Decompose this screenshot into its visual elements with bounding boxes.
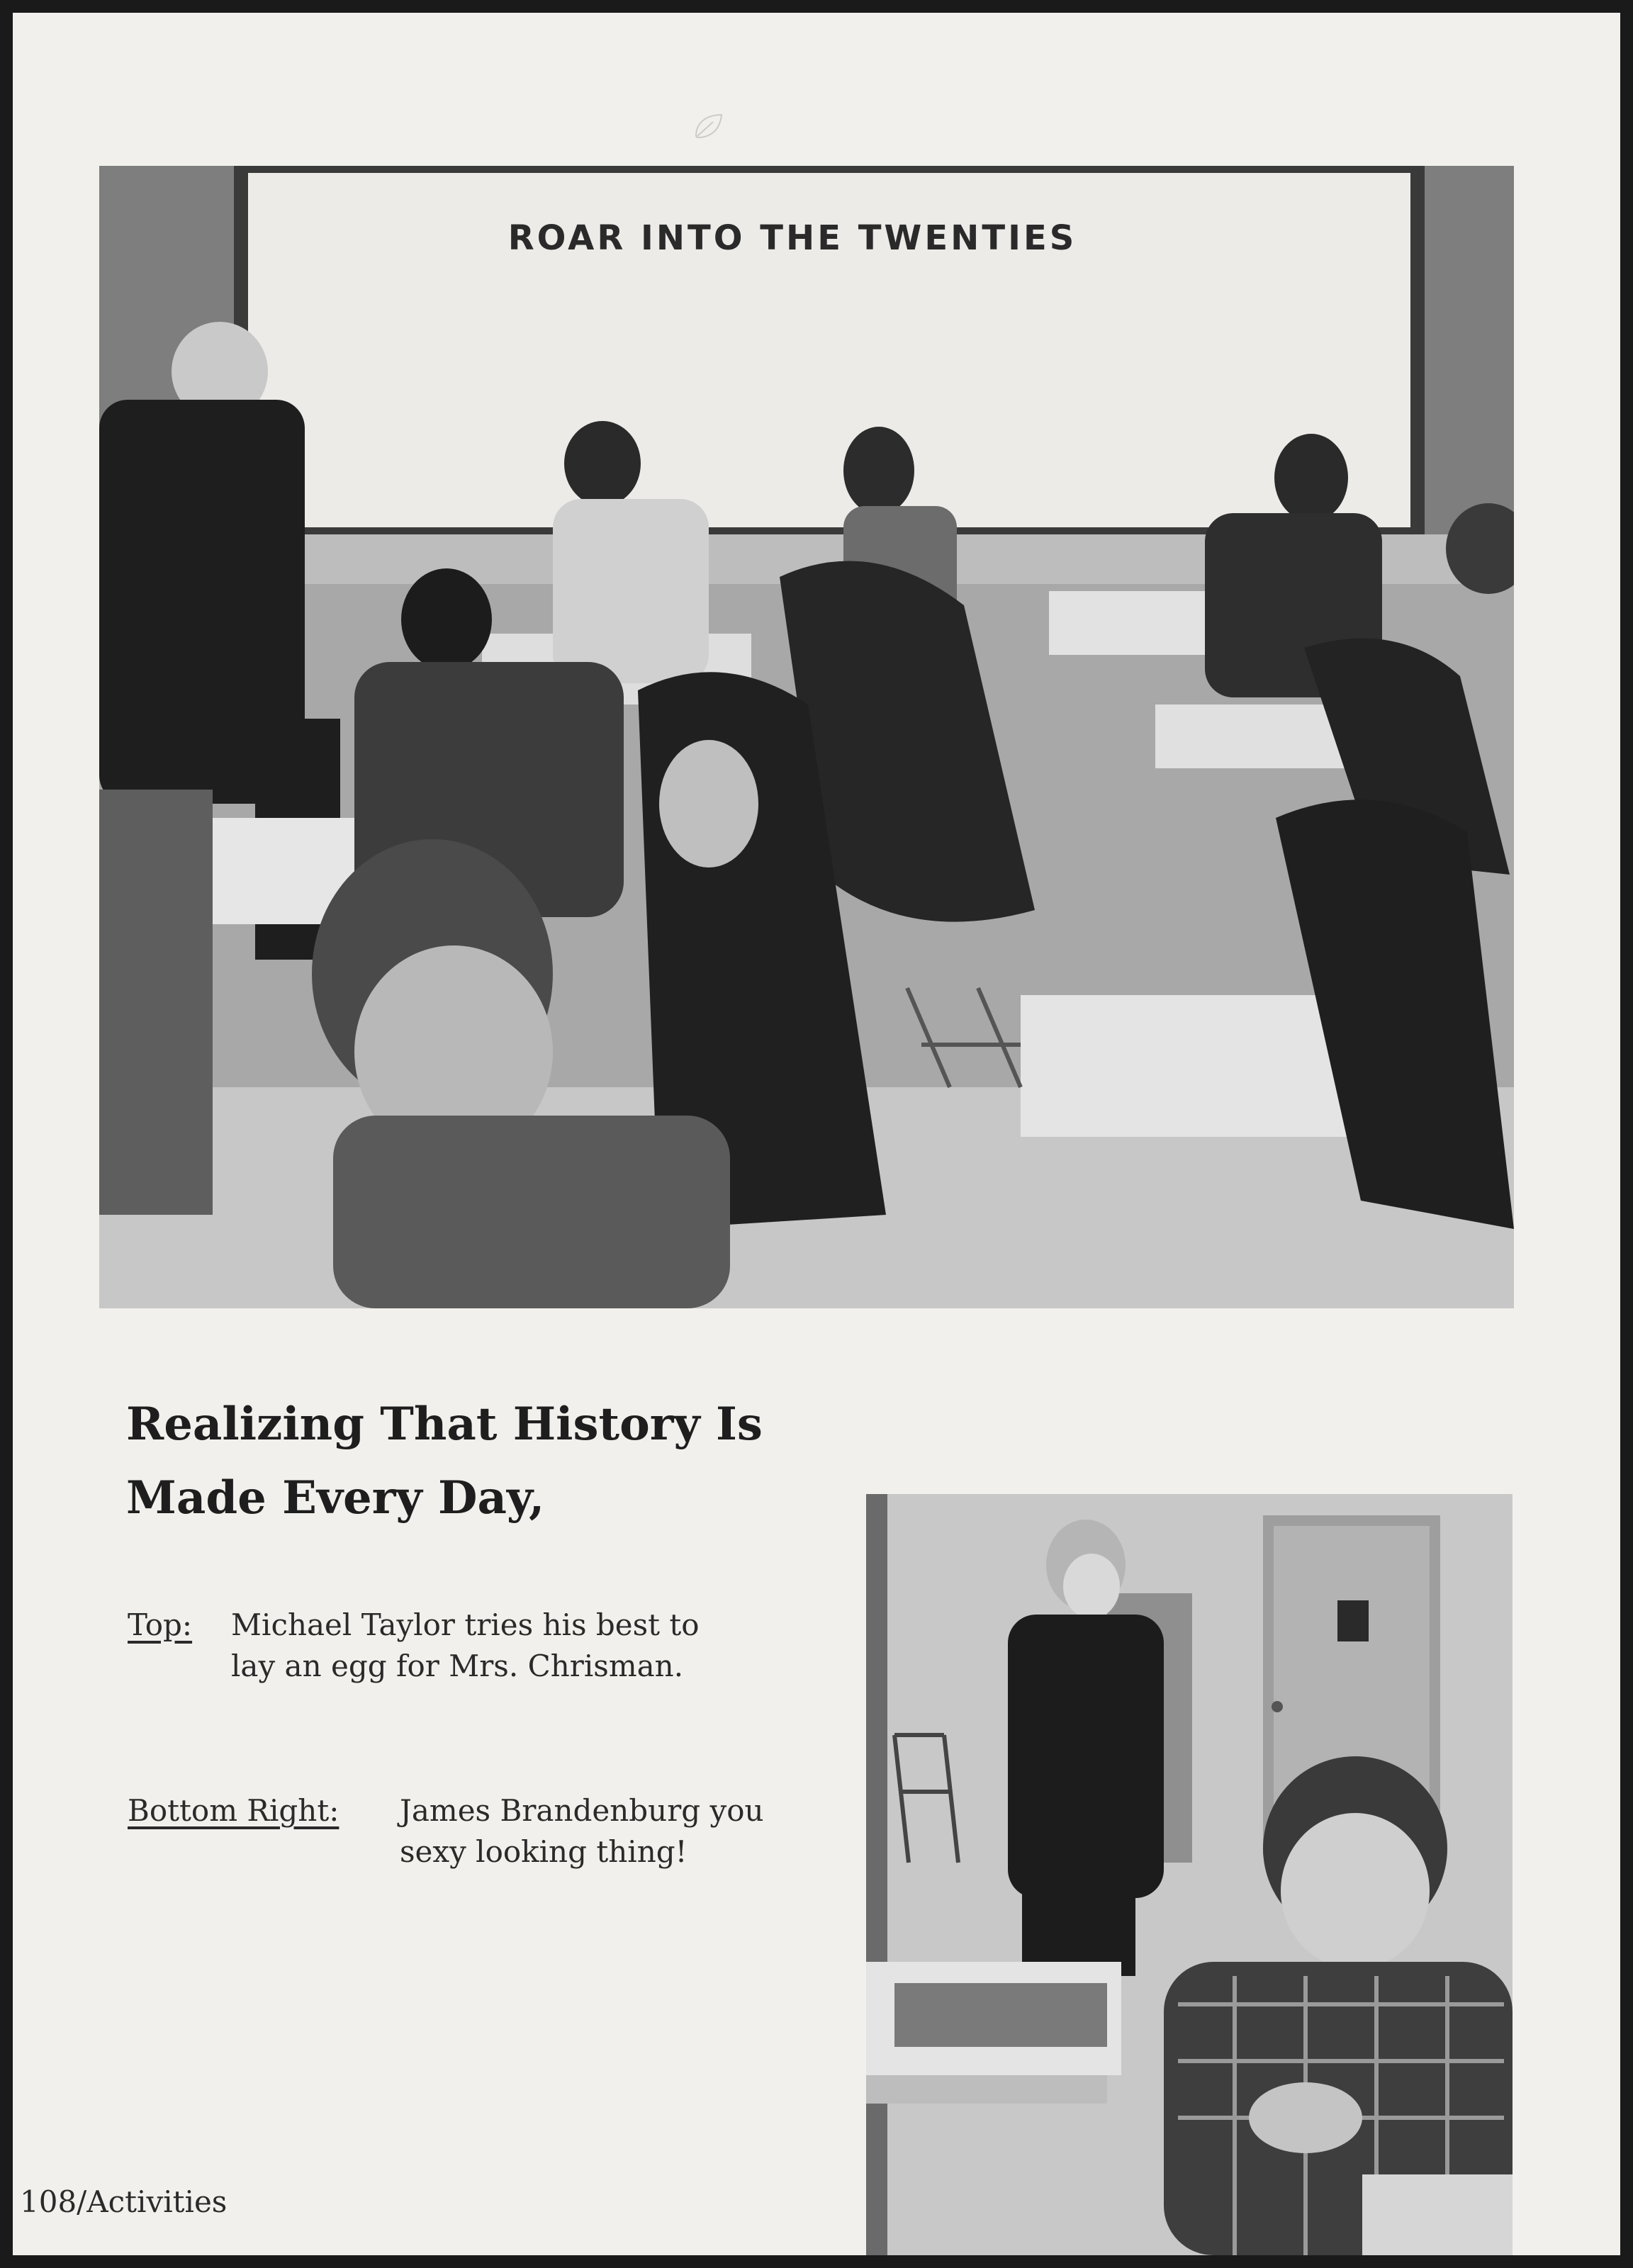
student-photo (866, 1494, 1513, 2255)
page-folio: 108/Activities (20, 2184, 228, 2219)
leaf-watermark-icon (692, 112, 724, 140)
caption-top (128, 1605, 851, 1697)
bulletin-board-banner: ROAR INTO THE TWENTIES (507, 218, 1077, 258)
caption-top-line-1: Michael Taylor tries his best to (231, 1607, 700, 1642)
caption-top-line-2: lay an egg for Mrs. Chrisman. (231, 1649, 684, 1683)
heading-line-1: Realizing That History Is (126, 1398, 763, 1451)
caption-bottom-line-1: James Brandenburg you (400, 1793, 764, 1828)
caption-text-top (231, 1605, 700, 1687)
caption-bottom-right (128, 1790, 851, 1882)
caption-label-top: Top: (128, 1607, 193, 1642)
heading-line-2: Made Every Day, (126, 1471, 545, 1525)
page-heading (126, 1388, 835, 1535)
caption-bottom-line-2: sexy looking thing! (400, 1834, 688, 1869)
yearbook-page (13, 13, 1620, 2255)
classroom-photo (99, 166, 1514, 1308)
caption-text-bottom-right (400, 1790, 764, 1873)
caption-label-bottom-right: Bottom Right: (128, 1793, 339, 1828)
